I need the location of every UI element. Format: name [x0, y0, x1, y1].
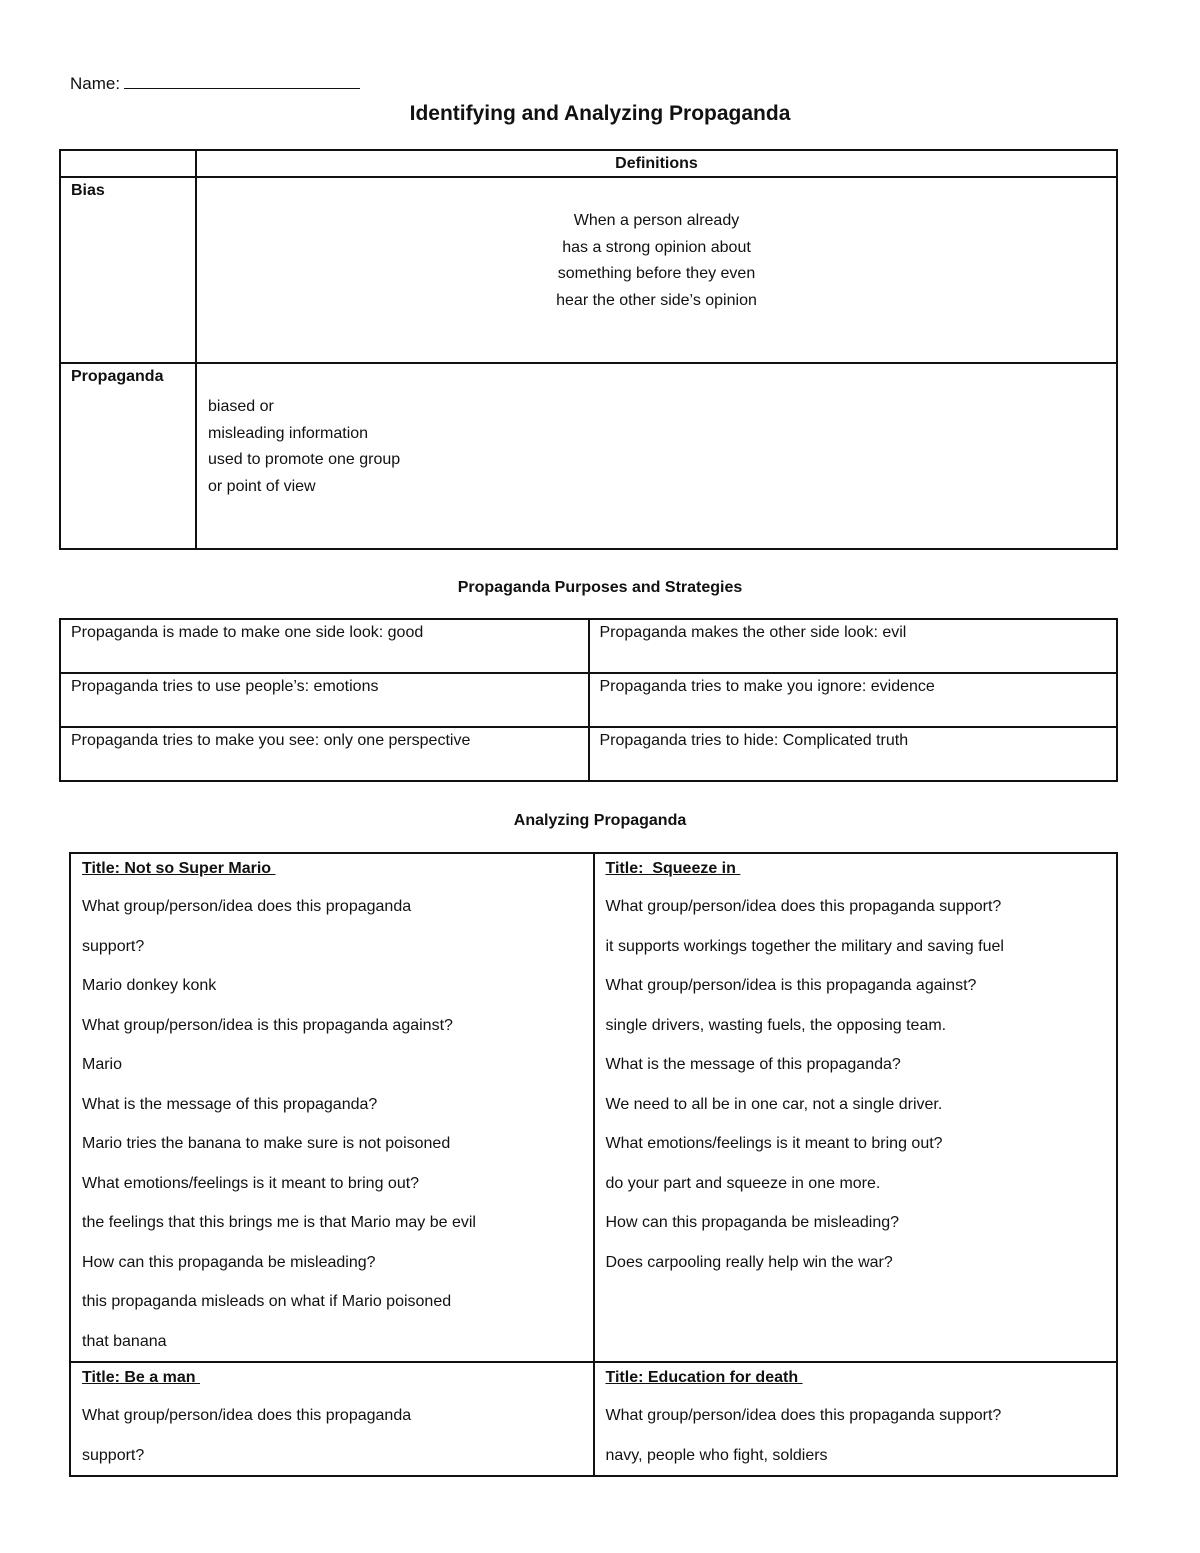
- definition-propaganda: [196, 363, 1117, 549]
- analysis-line: Mario tries the banana to make sure is not poisoned: [82, 1135, 451, 1152]
- analysis-line: What group/person/idea is this propaganda against?: [82, 1016, 453, 1034]
- analysis-cell-education-for-death: [594, 1362, 1118, 1476]
- definition-line: used to promote one group: [208, 451, 401, 468]
- analysis-line: What is the message of this propaganda?: [82, 1095, 378, 1113]
- purpose-cell: Propaganda is made to make one side look: good: [60, 619, 589, 673]
- analysis-table: [69, 852, 1118, 1477]
- analysis-line: What group/person/idea is this propaganda against?: [605, 977, 977, 994]
- page-title: Identifying and Analyzing Propaganda: [409, 102, 791, 125]
- definition-line: When a person already: [573, 212, 740, 229]
- analysis-line: Mario: [82, 1056, 123, 1073]
- analysis-title: Title: Education for death: [605, 1369, 803, 1386]
- name-blank-line[interactable]: [124, 75, 360, 89]
- analysis-title: Title: Not so Super Mario: [82, 860, 276, 877]
- definitions-corner-cell: [60, 150, 196, 177]
- analysis-cell-squeeze-in: [594, 853, 1118, 1362]
- definitions-header: Definitions: [196, 150, 1117, 177]
- analysis-cell-be-a-man: [70, 1362, 594, 1476]
- analysis-line: What group/person/idea does this propaganda: [82, 898, 412, 915]
- analysis-line: What emotions/feelings is it meant to bring out?: [605, 1135, 943, 1152]
- analysis-line: Mario donkey konk: [82, 977, 217, 994]
- definition-line: biased or: [208, 398, 274, 415]
- analysis-line: What emotions/feelings is it meant to bring out?: [82, 1174, 420, 1192]
- analysis-line: What group/person/idea does this propaganda support?: [605, 898, 1002, 915]
- analysis-line: single drivers, wasting fuels, the opposing team.: [605, 1016, 947, 1034]
- purpose-cell: Propaganda tries to make you see: only one perspective: [60, 727, 589, 781]
- purpose-cell: Propaganda tries to hide: Complicated truth: [589, 727, 1118, 781]
- analysis-line: the feelings that this brings me is that Mario may be evil: [82, 1214, 476, 1231]
- definition-line: misleading information: [208, 424, 369, 442]
- analysis-line: What group/person/idea does this propaganda support?: [605, 1407, 1002, 1424]
- analysis-cell-super-mario: [70, 853, 594, 1362]
- analysis-title: Title: Squeeze in: [605, 860, 741, 877]
- analysis-line: support?: [82, 937, 145, 955]
- analysis-line: navy, people who fight, soldiers: [605, 1446, 828, 1464]
- analysis-line: that banana: [82, 1332, 167, 1350]
- definition-bias: [196, 177, 1117, 363]
- purpose-cell: Propaganda tries to make you ignore: evidence: [589, 673, 1118, 727]
- analysis-title: Title: Be a man: [82, 1369, 200, 1386]
- purpose-cell: Propaganda makes the other side look: evil: [589, 619, 1118, 673]
- analysis-line: We need to all be in one car, not a single driver.: [605, 1095, 943, 1113]
- definition-line: has a strong opinion about: [562, 238, 751, 256]
- purpose-cell: Propaganda tries to use people’s: emotions: [60, 673, 589, 727]
- definition-line: something before they even: [557, 265, 756, 282]
- analysis-line: What group/person/idea does this propaganda: [82, 1407, 412, 1424]
- analysis-heading: Analyzing Propaganda: [513, 812, 687, 829]
- definition-line: or point of view: [208, 477, 316, 495]
- term-bias: Bias: [60, 177, 196, 363]
- analysis-line: this propaganda misleads on what if Mario poisoned: [82, 1293, 452, 1310]
- analysis-line: How can this propaganda be misleading?: [82, 1253, 376, 1271]
- purposes-heading: Propaganda Purposes and Strategies: [457, 579, 743, 596]
- analysis-line: How can this propaganda be misleading?: [605, 1214, 900, 1231]
- analysis-line: it supports workings together the military and saving fuel: [605, 937, 1004, 955]
- analysis-line: do your part and squeeze in one more.: [605, 1174, 881, 1192]
- term-propaganda: Propaganda: [60, 363, 196, 549]
- definitions-table: [59, 149, 1118, 550]
- name-label: Name:: [70, 74, 121, 93]
- name-field[interactable]: [70, 74, 360, 94]
- analysis-line: What is the message of this propaganda?: [605, 1056, 901, 1073]
- analysis-line: Does carpooling really help win the war?: [605, 1253, 893, 1271]
- definition-line: hear the other side’s opinion: [556, 291, 757, 309]
- purposes-table: [59, 618, 1118, 782]
- analysis-line: support?: [82, 1446, 145, 1464]
